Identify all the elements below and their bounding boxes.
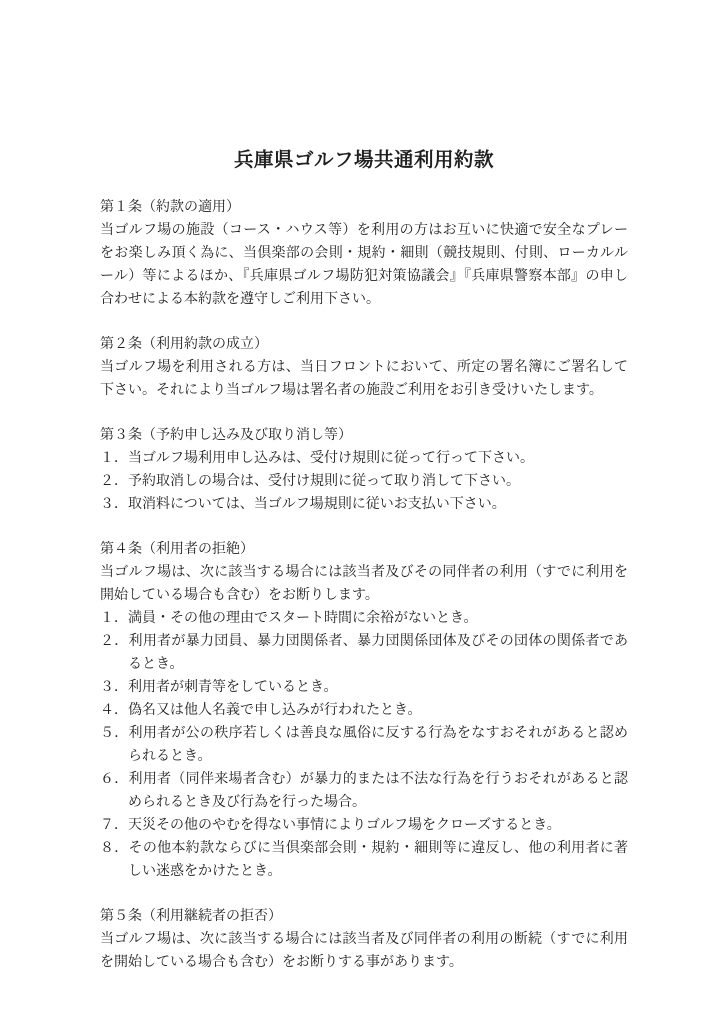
article-3 <box>100 424 628 516</box>
list-item: ２．予約取消しの場合は、受付け規則に従って取り消して下さい。 <box>100 473 520 489</box>
document-title: 兵庫県ゴルフ場共通利用約款 <box>233 148 494 171</box>
list-item: １．当ゴルフ場利用申し込みは、受付け規則に従って行って下さい。 <box>100 450 534 466</box>
list-item: ７．天災その他のやむを得ない事情によりゴルフ場をクローズするとき。 <box>100 817 561 833</box>
list-item: ３．取消料については、当ゴルフ場規則に従いお支払い下さい。 <box>100 496 506 512</box>
list-item: １．満員・その他の理由でスタート時間に余裕がないとき。 <box>100 610 478 626</box>
list-item: ４．偽名又は他人名義で申し込みが行われたとき。 <box>100 702 422 718</box>
article-2-body: 当ゴルフ場を利用される方は、当日フロントにおいて、所定の署名簿にご署名して下さい。それにより当ゴルフ場は署名者の施設ご利用をお引き受けいたします。 <box>100 359 628 398</box>
list-item: ２．利用者が暴力団員、暴力団関係者、暴力団関係団体及びその団体の関係者であるとき。 <box>100 633 628 672</box>
article-1 <box>100 196 628 311</box>
article-4-body: 当ゴルフ場は、次に該当する場合には該当者及びその同伴者の利用（すでに利用を開始している場合も含む）をお断りします。 <box>100 564 628 603</box>
article-5-heading: 第５条（利用継続者の拒否） <box>100 908 282 924</box>
article-1-body: 当ゴルフ場の施設（コース・ハウス等）を利用の方はお互いに快適で安全なプレーをお楽しみ頂く為に、当倶楽部の会則・規約・細則（競技規則、付則、ローカルルール）等によるほか、『兵庫県ゴルフ場防犯対策協議会』『兵庫県警察本部』の申し合わせによる本約款を遵守しご利用下さい。 <box>100 222 628 307</box>
article-4 <box>100 538 628 883</box>
list-item: ５．利用者が公の秩序若しくは善良な風俗に反する行為をなすおそれがあると認められるとき。 <box>100 725 628 764</box>
article-2 <box>100 333 628 402</box>
article-5 <box>100 905 628 974</box>
list-item: ６．利用者（同伴来場者含む）が暴力的または不法な行為を行うおそれがあると認められるとき及び行為を行った場合。 <box>100 771 628 810</box>
list-item: ８．その他本約款ならびに当倶楽部会則・規約・細則等に違反し、他の利用者に著しい迷惑をかけたとき。 <box>100 840 628 879</box>
article-1-heading: 第１条（約款の適用） <box>100 199 240 215</box>
article-4-heading: 第４条（利用者の拒絶） <box>100 541 254 557</box>
article-2-heading: 第２条（利用約款の成立） <box>100 336 268 352</box>
article-3-heading: 第３条（予約申し込み及び取り消し等） <box>100 427 352 443</box>
list-item: ３．利用者が刺青等をしているとき。 <box>100 679 338 695</box>
article-5-body: 当ゴルフ場は、次に該当する場合には該当者及び同伴者の利用の断続（すでに利用を開始している場合も含む）をお断りする事があります。 <box>100 931 628 970</box>
